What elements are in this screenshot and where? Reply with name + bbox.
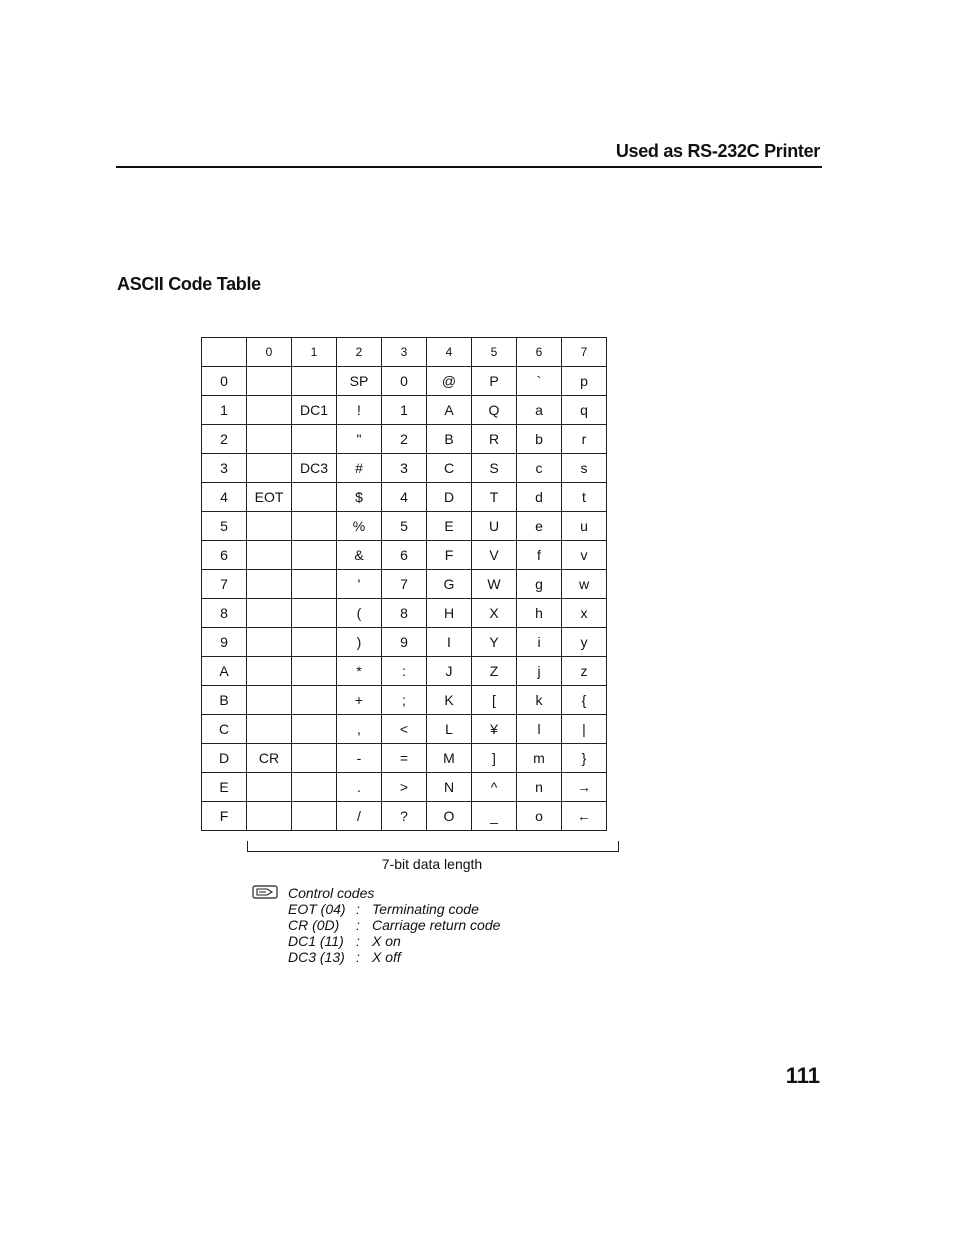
table-cell: U: [472, 512, 517, 541]
table-cell: h: [517, 599, 562, 628]
table-cell: [247, 715, 292, 744]
table-cell: *: [337, 657, 382, 686]
data-length-label: 7-bit data length: [381, 856, 483, 872]
table-cell: W: [472, 570, 517, 599]
table-cell: #: [337, 454, 382, 483]
table-cell: 5: [382, 512, 427, 541]
header-rule: [116, 166, 822, 168]
data-length-bracket: [247, 841, 619, 852]
table-row: [202, 541, 607, 570]
table-cell: =: [382, 744, 427, 773]
table-cell: [292, 715, 337, 744]
table-cell: .: [337, 773, 382, 802]
table-cell: V: [472, 541, 517, 570]
table-cell: e: [517, 512, 562, 541]
control-code-sep: :: [356, 949, 360, 965]
control-code-line: [288, 933, 500, 949]
table-header-row: [202, 338, 607, 367]
table-cell: 3: [382, 454, 427, 483]
control-code-desc: X off: [372, 949, 401, 965]
table-cell: EOT: [247, 483, 292, 512]
table-cell: u: [562, 512, 607, 541]
table-cell: [247, 628, 292, 657]
note-icon: [252, 885, 278, 899]
table-cell: E: [427, 512, 472, 541]
table-cell: [247, 657, 292, 686]
table-cell: [247, 686, 292, 715]
table-cell: DC1: [292, 396, 337, 425]
table-cell: <: [382, 715, 427, 744]
column-header-cell: 2: [337, 338, 382, 367]
table-cell: f: [517, 541, 562, 570]
table-cell: Q: [472, 396, 517, 425]
row-header-cell: 6: [202, 541, 247, 570]
table-cell: ': [337, 570, 382, 599]
table-cell: y: [562, 628, 607, 657]
table-cell: L: [427, 715, 472, 744]
table-cell: [292, 773, 337, 802]
table-cell: [247, 396, 292, 425]
row-header-cell: F: [202, 802, 247, 831]
table-cell: CR: [247, 744, 292, 773]
table-cell: X: [472, 599, 517, 628]
table-cell: [247, 802, 292, 831]
table-cell: SP: [337, 367, 382, 396]
table-cell: ¥: [472, 715, 517, 744]
control-code-line: [288, 917, 500, 933]
table-cell: A: [427, 396, 472, 425]
table-cell: ←: [562, 802, 607, 831]
table-cell: $: [337, 483, 382, 512]
table-row: [202, 686, 607, 715]
row-header-cell: B: [202, 686, 247, 715]
table-cell: k: [517, 686, 562, 715]
table-cell: %: [337, 512, 382, 541]
table-cell: Z: [472, 657, 517, 686]
control-code-sep: :: [356, 917, 360, 933]
table-cell: [247, 512, 292, 541]
table-row: [202, 744, 607, 773]
row-header-cell: A: [202, 657, 247, 686]
table-cell: [292, 570, 337, 599]
table-cell: DC3: [292, 454, 337, 483]
table-cell: O: [427, 802, 472, 831]
table-cell: g: [517, 570, 562, 599]
table-cell: 1: [382, 396, 427, 425]
table-cell: [292, 657, 337, 686]
control-code-line: [288, 901, 500, 917]
table-cell: `: [517, 367, 562, 396]
table-row: [202, 628, 607, 657]
table-cell: @: [427, 367, 472, 396]
table-cell: {: [562, 686, 607, 715]
row-header-cell: 1: [202, 396, 247, 425]
table-cell: [292, 686, 337, 715]
table-cell: +: [337, 686, 382, 715]
table-cell: P: [472, 367, 517, 396]
section-title: ASCII Code Table: [117, 274, 261, 294]
table-row: [202, 657, 607, 686]
table-cell: &: [337, 541, 382, 570]
table-cell: [292, 628, 337, 657]
table-cell: j: [517, 657, 562, 686]
header-title: Used as RS-232C Printer: [615, 141, 820, 161]
table-cell: [292, 483, 337, 512]
table-cell: >: [382, 773, 427, 802]
table-cell: n: [517, 773, 562, 802]
table-cell: x: [562, 599, 607, 628]
table-cell: [292, 744, 337, 773]
table-cell: G: [427, 570, 472, 599]
table-cell: !: [337, 396, 382, 425]
table-cell: (: [337, 599, 382, 628]
table-cell: p: [562, 367, 607, 396]
table-cell: N: [427, 773, 472, 802]
table-row: [202, 483, 607, 512]
table-cell: [247, 425, 292, 454]
table-cell: →: [562, 773, 607, 802]
table-cell: R: [472, 425, 517, 454]
row-header-cell: D: [202, 744, 247, 773]
table-row: [202, 715, 607, 744]
table-cell: [247, 599, 292, 628]
column-header-cell: 0: [247, 338, 292, 367]
table-cell: o: [517, 802, 562, 831]
table-cell: -: [337, 744, 382, 773]
control-code-code: EOT (04): [288, 901, 346, 917]
table-cell: ?: [382, 802, 427, 831]
table-cell: z: [562, 657, 607, 686]
table-cell: l: [517, 715, 562, 744]
table-cell: v: [562, 541, 607, 570]
table-cell: C: [427, 454, 472, 483]
table-cell: 4: [382, 483, 427, 512]
table-cell: q: [562, 396, 607, 425]
control-code-code: DC1 (11): [288, 933, 344, 949]
row-header-cell: 7: [202, 570, 247, 599]
table-cell: D: [427, 483, 472, 512]
table-cell: [292, 512, 337, 541]
table-cell: B: [427, 425, 472, 454]
table-row: [202, 512, 607, 541]
table-cell: m: [517, 744, 562, 773]
row-header-cell: C: [202, 715, 247, 744]
row-header-cell: 0: [202, 367, 247, 396]
table-cell: s: [562, 454, 607, 483]
table-cell: [: [472, 686, 517, 715]
table-cell: [247, 454, 292, 483]
table-cell: ": [337, 425, 382, 454]
control-code-code: DC3 (13): [288, 949, 345, 965]
column-header-cell: 1: [292, 338, 337, 367]
row-header-cell: 3: [202, 454, 247, 483]
table-cell: c: [517, 454, 562, 483]
table-cell: /: [337, 802, 382, 831]
control-code-list: [288, 901, 500, 965]
row-header-cell: 9: [202, 628, 247, 657]
table-cell: F: [427, 541, 472, 570]
table-cell: [292, 802, 337, 831]
table-row: [202, 599, 607, 628]
column-header-cell: 4: [427, 338, 472, 367]
column-header-cell: [202, 338, 247, 367]
table-cell: t: [562, 483, 607, 512]
table-cell: |: [562, 715, 607, 744]
column-header-cell: 7: [562, 338, 607, 367]
table-row: [202, 367, 607, 396]
table-row: [202, 773, 607, 802]
table-cell: [247, 367, 292, 396]
table-cell: i: [517, 628, 562, 657]
row-header-cell: 5: [202, 512, 247, 541]
table-cell: I: [427, 628, 472, 657]
table-cell: [292, 599, 337, 628]
page-number: 111: [785, 1063, 820, 1088]
control-codes-note: [288, 885, 500, 965]
control-code-code: CR (0D): [288, 917, 340, 933]
table-cell: [292, 367, 337, 396]
table-cell: [247, 570, 292, 599]
table-row: [202, 454, 607, 483]
column-header-cell: 3: [382, 338, 427, 367]
row-header-cell: 8: [202, 599, 247, 628]
table-row: [202, 425, 607, 454]
table-cell: 0: [382, 367, 427, 396]
control-code-sep: :: [356, 901, 360, 917]
table-cell: T: [472, 483, 517, 512]
note-title: Control codes: [288, 885, 375, 901]
control-code-line: [288, 949, 500, 965]
table-row: [202, 570, 607, 599]
table-cell: ;: [382, 686, 427, 715]
table-cell: d: [517, 483, 562, 512]
table-cell: [292, 425, 337, 454]
row-header-cell: E: [202, 773, 247, 802]
control-code-desc: X on: [372, 933, 401, 949]
row-header-cell: 2: [202, 425, 247, 454]
table-cell: ): [337, 628, 382, 657]
table-cell: [247, 541, 292, 570]
table-cell: :: [382, 657, 427, 686]
table-cell: 8: [382, 599, 427, 628]
table-cell: 2: [382, 425, 427, 454]
table-cell: 7: [382, 570, 427, 599]
table-cell: }: [562, 744, 607, 773]
table-cell: H: [427, 599, 472, 628]
table-row: [202, 396, 607, 425]
ascii-code-table: [201, 337, 607, 831]
table-cell: _: [472, 802, 517, 831]
table-cell: 9: [382, 628, 427, 657]
column-header-cell: 5: [472, 338, 517, 367]
table-cell: r: [562, 425, 607, 454]
column-header-cell: 6: [517, 338, 562, 367]
control-code-desc: Carriage return code: [372, 917, 501, 933]
table-cell: K: [427, 686, 472, 715]
control-code-desc: Terminating code: [372, 901, 479, 917]
control-code-sep: :: [356, 933, 360, 949]
table-cell: ]: [472, 744, 517, 773]
table-cell: ,: [337, 715, 382, 744]
table-cell: w: [562, 570, 607, 599]
table-cell: ^: [472, 773, 517, 802]
table-cell: b: [517, 425, 562, 454]
table-cell: Y: [472, 628, 517, 657]
table-cell: a: [517, 396, 562, 425]
table-cell: 6: [382, 541, 427, 570]
table-cell: M: [427, 744, 472, 773]
table-cell: S: [472, 454, 517, 483]
table-row: [202, 802, 607, 831]
table-cell: [247, 773, 292, 802]
table-cell: [292, 541, 337, 570]
table-cell: J: [427, 657, 472, 686]
row-header-cell: 4: [202, 483, 247, 512]
